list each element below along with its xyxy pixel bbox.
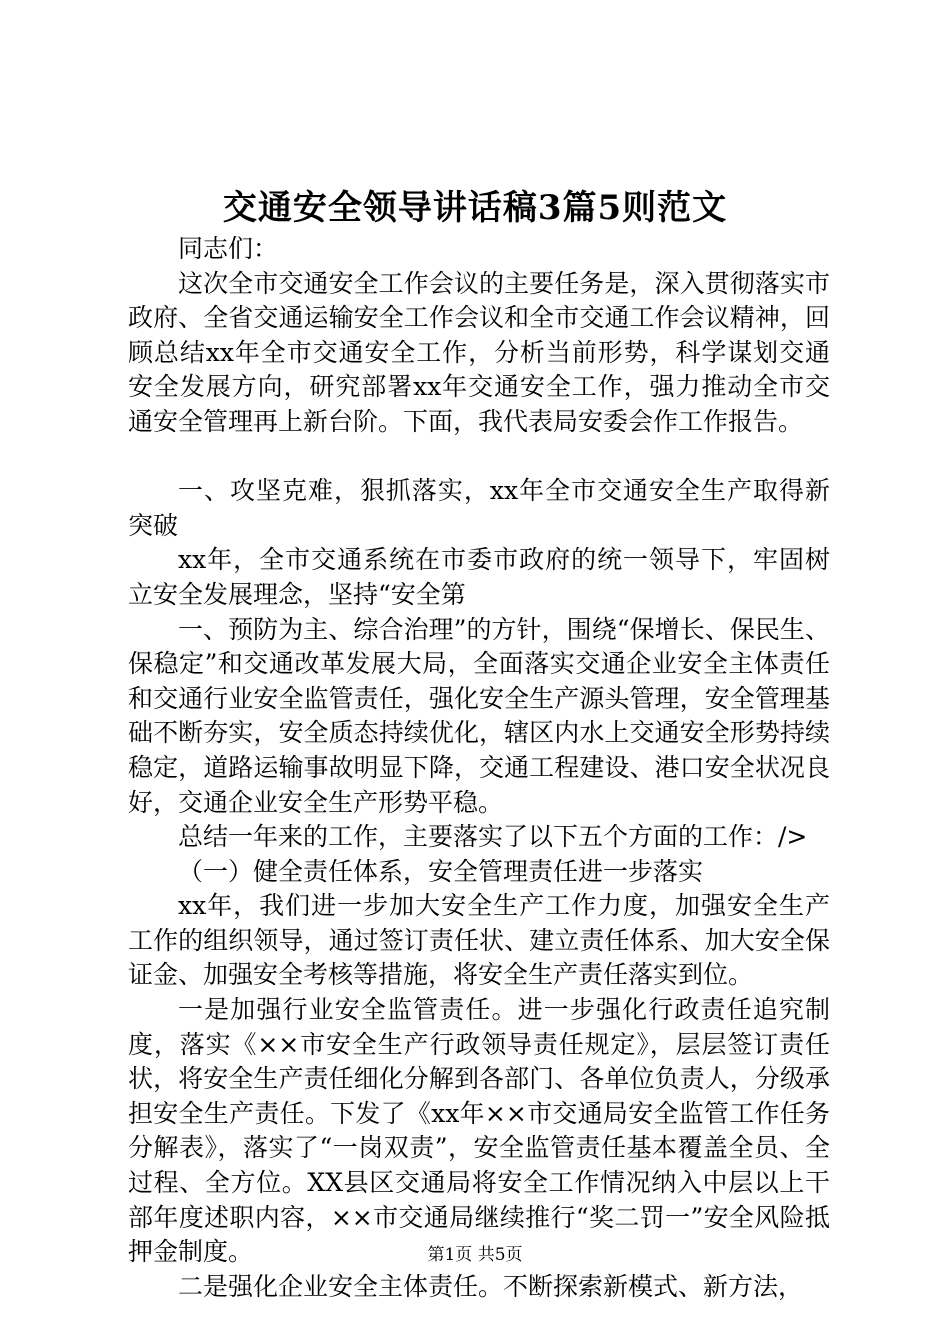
paragraph-policy: 一、预防为主、综合治理”的方针，围绕“保增长、保民生、保稳定”和交通改革发展大局，全面落实交通企业安全主体责任和交通行业安全监管责任，强化安全生产源头管理，安全管理基础不断夯实，安全质态持续优化，辖区内水上交通安全形势持续稳定，道路运输事故明显下降，交通工程建设、港口安全状况良好，交通企业安全生产形势平稳。 xyxy=(128,614,830,817)
paragraph-intro: 这次全市交通安全工作会议的主要任务是，深入贯彻落实市政府、全省交通运输安全工作会议和全市交通工作会议精神，回顾总结xx年全市交通安全工作，分析当前形势，科学谋划交通安全发展方向，研究部署xx年交通安全工作，强力推动全市交通安全管理再上新台阶。下面，我代表局安委会作工作报告。 xyxy=(128,268,830,436)
paragraph-salutation: 同志们： xyxy=(178,234,279,263)
paragraph-responsibility: xx年，我们进一步加大安全生产工作力度，加强安全生产工作的组织领导，通过签订责任状、建立责任体系、加大安全保证金、加强安全考核等措施，将安全生产责任落实到位。 xyxy=(128,891,830,990)
page-footer: 第1页 共5页 xyxy=(427,1245,523,1265)
paragraph-section-heading: 一、攻坚克难，狠抓落实，xx年全市交通安全生产取得新突破 xyxy=(128,476,830,540)
paragraph-point-two: 二是强化企业安全主体责任。不断探索新模式、新方法， xyxy=(178,1271,804,1301)
paragraph-summary: 总结一年来的工作，主要落实了以下五个方面的工作：/> xyxy=(178,822,808,852)
document-title: 交通安全领导讲话稿3篇5则范文 xyxy=(222,188,728,228)
document-body xyxy=(128,232,830,1304)
paragraph-point-one: 一是加强行业安全监管责任。进一步强化行政责任追究制度，落实《××市安全生产行政领导责任规定》，层层签订责任状，将安全生产责任细化分解到各部门、各单位负责人，分级承担安全生产责任。下发了《xx年××市交通局安全监管工作任务分解表》，落实了“一岗双责”，安全监管责任基本覆盖全员、全过程、全方位。XX县区交通局将安全工作情况纳入中层以上干部年度述职内容，××市交通局继续推行“奖二罚一”安全风险抵押金制度。 xyxy=(128,995,830,1267)
paragraph-overview: xx年，全市交通系统在市委市政府的统一领导下，牢固树立安全发展理念，坚持“安全第 xyxy=(128,545,830,609)
paragraph-subheading: （一）健全责任体系，安全管理责任进一步落实 xyxy=(178,856,704,886)
